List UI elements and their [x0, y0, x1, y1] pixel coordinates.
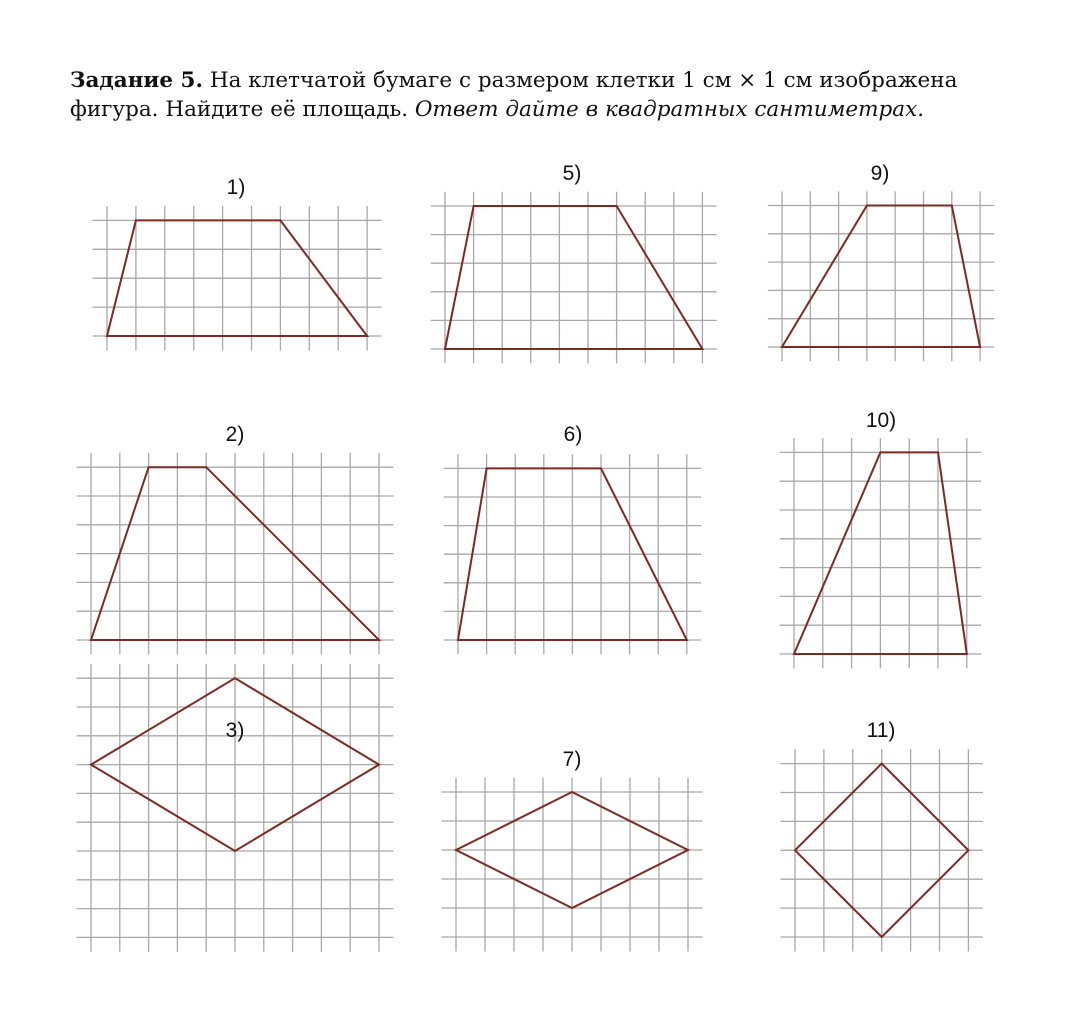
figure-label: 2)	[225, 423, 245, 446]
figure-label: 9)	[870, 162, 890, 185]
figure-7	[768, 162, 994, 361]
grid	[768, 191, 994, 361]
figure-3	[77, 664, 394, 952]
task-answer-note: Ответ дайте в квадратных сантиметрах.	[414, 97, 925, 122]
figure-label: 11)	[866, 719, 896, 742]
grid	[444, 454, 701, 654]
figure-8	[780, 409, 982, 668]
grid	[77, 664, 394, 952]
task-statement: На клетчатой бумаге с размером клетки 1 см × 1 см изображена фигура. Найдите её площадь.	[70, 68, 958, 122]
figure-1	[93, 176, 382, 350]
figure-label: 10)	[865, 409, 897, 432]
figure-label: 7)	[562, 748, 582, 771]
figure-9	[781, 719, 983, 951]
task-title: Задание 5.	[70, 68, 203, 93]
figure-2	[77, 423, 394, 654]
figure-4	[431, 162, 717, 363]
figure-6	[442, 748, 703, 952]
grid	[93, 206, 382, 351]
grid	[442, 778, 703, 952]
grid	[77, 453, 394, 655]
grid	[781, 749, 983, 951]
figure-label: 5)	[562, 162, 582, 185]
figure-label: 3)	[225, 719, 245, 742]
figure-5	[444, 423, 701, 654]
figure-label: 1)	[226, 176, 246, 199]
trapezoid-shape	[445, 206, 702, 349]
grid	[431, 192, 717, 364]
figure-label: 6)	[563, 423, 583, 446]
trapezoid-shape	[782, 206, 980, 348]
grid	[780, 438, 982, 668]
